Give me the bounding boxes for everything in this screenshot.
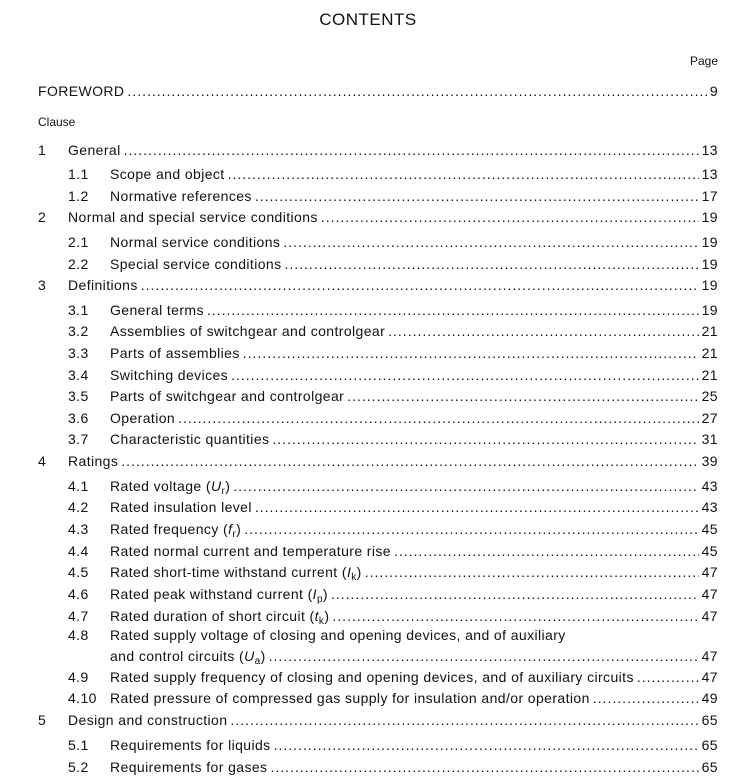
entry-leader-line (110, 667, 718, 687)
page-number: 21 (701, 345, 718, 361)
clause-number: 4.5 (68, 564, 89, 580)
page-number: 19 (701, 209, 718, 225)
entry-leader-line (110, 497, 718, 517)
entry-leader-line (110, 584, 718, 604)
page-number: 43 (701, 478, 718, 494)
quantity-subscript: k (318, 616, 325, 627)
entry-title (110, 757, 267, 777)
page-number: 45 (701, 543, 718, 559)
clause-number: 4.1 (68, 478, 89, 494)
clause-number: 4.9 (68, 669, 89, 685)
entry-title-text: Parts of assemblies (110, 345, 240, 361)
entry-title-text: Requirements for gases (110, 759, 268, 775)
entry-title-text: Rated voltage ( (110, 478, 211, 494)
quantity-symbol: t (314, 608, 319, 624)
entry-title (110, 343, 240, 363)
clause-number: 3.7 (68, 431, 89, 447)
entry-title (68, 140, 121, 160)
entry-title (110, 541, 391, 561)
entry-title (110, 562, 362, 582)
toc-entry[interactable] (0, 541, 736, 561)
entry-leader-line (38, 81, 718, 101)
page-number: 47 (701, 586, 718, 602)
dot-leader (388, 321, 698, 341)
page-number: 19 (701, 302, 718, 318)
entry-title (68, 207, 318, 227)
entry-title-text: Rated duration of short circuit ( (110, 608, 315, 624)
toc-entry[interactable] (0, 275, 736, 295)
quantity-symbol: I (312, 586, 317, 602)
dot-leader (178, 408, 699, 428)
quantity-symbol: U (244, 648, 255, 664)
toc-entry[interactable] (0, 497, 736, 517)
page-number: 47 (701, 669, 718, 685)
toc-entry[interactable] (0, 667, 736, 687)
toc-entry[interactable] (0, 562, 736, 582)
page-number: 9 (709, 83, 718, 99)
toc-entry[interactable] (0, 429, 736, 449)
toc-entry[interactable] (0, 254, 736, 274)
entry-title (110, 688, 590, 708)
entry-title (110, 300, 204, 320)
toc-entry[interactable] (0, 300, 736, 320)
dot-leader (332, 606, 698, 626)
toc-entry[interactable] (0, 646, 736, 666)
entry-leader-line (110, 429, 718, 449)
entry-title-text: Ratings (68, 453, 119, 469)
entry-leader-line (110, 186, 718, 206)
dot-leader (270, 757, 698, 777)
entry-title (68, 451, 118, 471)
entry-title (110, 321, 385, 341)
entry-title (110, 386, 344, 406)
entry-title-text: Rated insulation level (110, 499, 252, 515)
dot-leader (121, 451, 698, 471)
page-number: 21 (701, 323, 718, 339)
entry-title (110, 254, 281, 274)
entry-leader-line (110, 408, 718, 428)
clause-number: 1 (38, 142, 47, 158)
entry-leader-line (110, 254, 718, 274)
dot-leader (228, 164, 699, 184)
toc-entry[interactable] (0, 140, 736, 160)
clause-number: 4.6 (68, 586, 89, 602)
entry-title (110, 497, 252, 517)
page-number: 13 (701, 166, 718, 182)
dot-leader (637, 667, 699, 687)
page-number: 47 (701, 608, 718, 624)
dot-leader (274, 735, 699, 755)
dot-leader (230, 710, 698, 730)
toc-entry[interactable] (0, 386, 736, 406)
toc-entry[interactable] (0, 164, 736, 184)
clause-number: 3.4 (68, 367, 89, 383)
clause-number: 2 (38, 209, 47, 225)
clause-number: 4.2 (68, 499, 89, 515)
entry-title-text: Parts of switchgear and controlgear (110, 388, 345, 404)
dot-leader (233, 476, 698, 496)
page-number: 13 (701, 142, 718, 158)
closing-parenthesis: ) (322, 586, 328, 602)
entry-title (110, 584, 328, 604)
page-number: 65 (701, 712, 718, 728)
toc-entry[interactable] (0, 186, 736, 206)
closing-parenthesis: ) (260, 648, 266, 664)
entry-title (68, 710, 227, 730)
toc-entry[interactable] (0, 757, 736, 777)
page-number: 31 (701, 431, 718, 447)
entry-title (68, 275, 138, 295)
dot-leader (331, 584, 699, 604)
toc-entry-line (0, 625, 736, 645)
dot-leader (124, 140, 699, 160)
dot-leader (244, 519, 698, 539)
toc-entry[interactable] (0, 321, 736, 341)
clause-number: 1.1 (68, 166, 89, 182)
quantity-subscript: p (316, 594, 323, 605)
toc-entry[interactable] (0, 343, 736, 363)
entry-title-text: and control circuits ( (110, 648, 245, 664)
entry-title-text: Definitions (68, 277, 138, 293)
quantity-subscript: k (351, 572, 357, 583)
clause-number: 4 (38, 453, 47, 469)
entry-leader-line (110, 232, 718, 252)
entry-leader-line (68, 451, 718, 471)
page-number: 21 (701, 367, 718, 383)
entry-title-text: General terms (110, 302, 204, 318)
clause-number: 3 (38, 277, 47, 293)
dot-leader (231, 365, 699, 385)
entry-title-text: Operation (110, 410, 176, 426)
toc-entry[interactable] (0, 232, 736, 252)
closing-parenthesis: ) (324, 608, 330, 624)
entry-leader-line (110, 757, 718, 777)
entry-leader-line (68, 140, 718, 160)
dot-leader (272, 429, 698, 449)
entry-leader-line (110, 164, 718, 184)
dot-leader (207, 300, 699, 320)
page-number: 65 (701, 759, 718, 775)
entry-title-text: Scope and object (110, 166, 225, 182)
clause-number: 4.7 (68, 608, 89, 624)
dot-leader (243, 343, 699, 363)
page-number: 43 (701, 499, 718, 515)
entry-title (110, 232, 280, 252)
entry-title (110, 519, 241, 539)
quantity-symbol: U (210, 478, 222, 494)
entry-title-text: Rated peak withstand current ( (110, 586, 313, 602)
dot-leader (127, 81, 706, 101)
quantity-subscript: r (232, 529, 237, 540)
dot-leader (593, 688, 699, 708)
dot-leader (347, 386, 698, 406)
dot-leader (255, 497, 699, 517)
page-number: 27 (701, 410, 718, 426)
entry-leader-line (110, 476, 718, 496)
closing-parenthesis: ) (225, 478, 231, 494)
entry-title (110, 186, 252, 206)
toc-entry[interactable] (0, 207, 736, 227)
page-column-header: Page (689, 54, 718, 68)
entry-title (38, 81, 124, 101)
clause-number: 3.6 (68, 410, 89, 426)
page-number: 17 (701, 188, 718, 204)
entry-leader-line (110, 688, 718, 708)
page-number: 39 (701, 453, 718, 469)
toc-entry[interactable] (0, 476, 736, 496)
entry-leader-line (110, 541, 718, 561)
page-number: 45 (701, 521, 718, 537)
entry-leader-line (110, 365, 718, 385)
page-number: 25 (701, 388, 718, 404)
entry-title (110, 606, 329, 626)
toc-entry[interactable] (0, 451, 736, 471)
dot-leader (394, 541, 699, 561)
dot-leader (255, 186, 699, 206)
entry-title (110, 365, 228, 385)
entry-leader-line (68, 710, 718, 730)
entry-title-text: Assemblies of switchgear and controlgear (110, 323, 386, 339)
entry-title-text: Rated normal current and temperature rise (110, 543, 391, 559)
entry-title-text: Rated short-time withstand current ( (110, 564, 347, 580)
dot-leader (365, 562, 699, 582)
entry-leader-line (68, 275, 718, 295)
entry-title-line: Rated supply voltage of closing and opening devices, and of auxiliary (110, 627, 566, 643)
entry-title (110, 646, 266, 666)
quantity-subscript: r (221, 486, 226, 497)
clause-number: 2.1 (68, 234, 89, 250)
entry-leader-line (110, 519, 718, 539)
entry-title (110, 408, 175, 428)
toc-entry[interactable] (0, 365, 736, 385)
entry-title-text: Design and construction (68, 712, 228, 728)
entry-title-text: FOREWORD (38, 83, 125, 99)
entry-title (110, 476, 230, 496)
entry-leader-line (110, 735, 718, 755)
closing-parenthesis: ) (356, 564, 362, 580)
entry-title-text: Normative references (110, 188, 252, 204)
entry-title (110, 667, 634, 687)
toc-entry[interactable] (0, 688, 736, 708)
page-number: 19 (701, 277, 718, 293)
closing-parenthesis: ) (236, 521, 242, 537)
clause-number: 3.1 (68, 302, 89, 318)
clause-column-header: Clause (38, 115, 76, 129)
dot-leader (283, 232, 698, 252)
entry-leader-line (110, 300, 718, 320)
entry-leader-line (110, 646, 718, 666)
entry-title-text: Special service conditions (110, 256, 282, 272)
clause-number: 4.10 (68, 690, 97, 706)
entry-leader-line (110, 343, 718, 363)
entry-title-text: Requirements for liquids (110, 737, 271, 753)
clause-number: 5.1 (68, 737, 89, 753)
entry-title-text: General (68, 142, 121, 158)
clause-number: 4.8 (68, 627, 89, 643)
clause-number: 1.2 (68, 188, 89, 204)
page-number: 47 (701, 648, 718, 664)
entry-title-text: Switching devices (110, 367, 229, 383)
clause-number: 5.2 (68, 759, 89, 775)
page-number: 47 (701, 564, 718, 580)
entry-title (110, 164, 225, 184)
page-number: 19 (701, 234, 718, 250)
toc-entry[interactable] (0, 584, 736, 604)
toc-entry[interactable] (0, 519, 736, 539)
toc-entry[interactable] (0, 735, 736, 755)
dot-leader (321, 207, 699, 227)
entry-leader-line (110, 562, 718, 582)
page-number: 65 (701, 737, 718, 753)
quantity-subscript: a (254, 656, 261, 667)
clause-number: 2.2 (68, 256, 89, 272)
entry-title-text: Rated frequency ( (110, 521, 229, 537)
toc-entry[interactable] (0, 81, 736, 101)
entry-title-text: Normal service conditions (110, 234, 281, 250)
entry-title (110, 735, 271, 755)
entry-title (110, 429, 269, 449)
toc-entry[interactable] (0, 408, 736, 428)
page-number: 19 (701, 256, 718, 272)
entry-leader-line (110, 606, 718, 626)
quantity-symbol: f (228, 521, 233, 537)
entry-title-text: Characteristic quantities (110, 431, 270, 447)
toc-entry[interactable] (0, 710, 736, 730)
dot-leader (141, 275, 699, 295)
clause-number: 4.4 (68, 543, 89, 559)
entry-title-text: Rated pressure of compressed gas supply for insulation and/or operation (110, 690, 590, 706)
page-title: CONTENTS (319, 10, 417, 29)
clause-number: 3.3 (68, 345, 89, 361)
clause-number: 4.3 (68, 521, 89, 537)
toc-entry[interactable] (0, 606, 736, 626)
entry-leader-line (68, 207, 718, 227)
clause-number: 3.2 (68, 323, 89, 339)
entry-leader-line (110, 321, 718, 341)
quantity-symbol: I (346, 564, 352, 580)
clause-number: 5 (38, 712, 47, 728)
clause-number: 3.5 (68, 388, 89, 404)
dot-leader (284, 254, 698, 274)
entry-title-text: Normal and special service conditions (68, 209, 318, 225)
page-number: 49 (701, 690, 718, 706)
entry-leader-line (110, 386, 718, 406)
dot-leader (269, 646, 699, 666)
entry-title-text: Rated supply frequency of closing and opening devices, and of auxiliary circuits (110, 669, 634, 685)
